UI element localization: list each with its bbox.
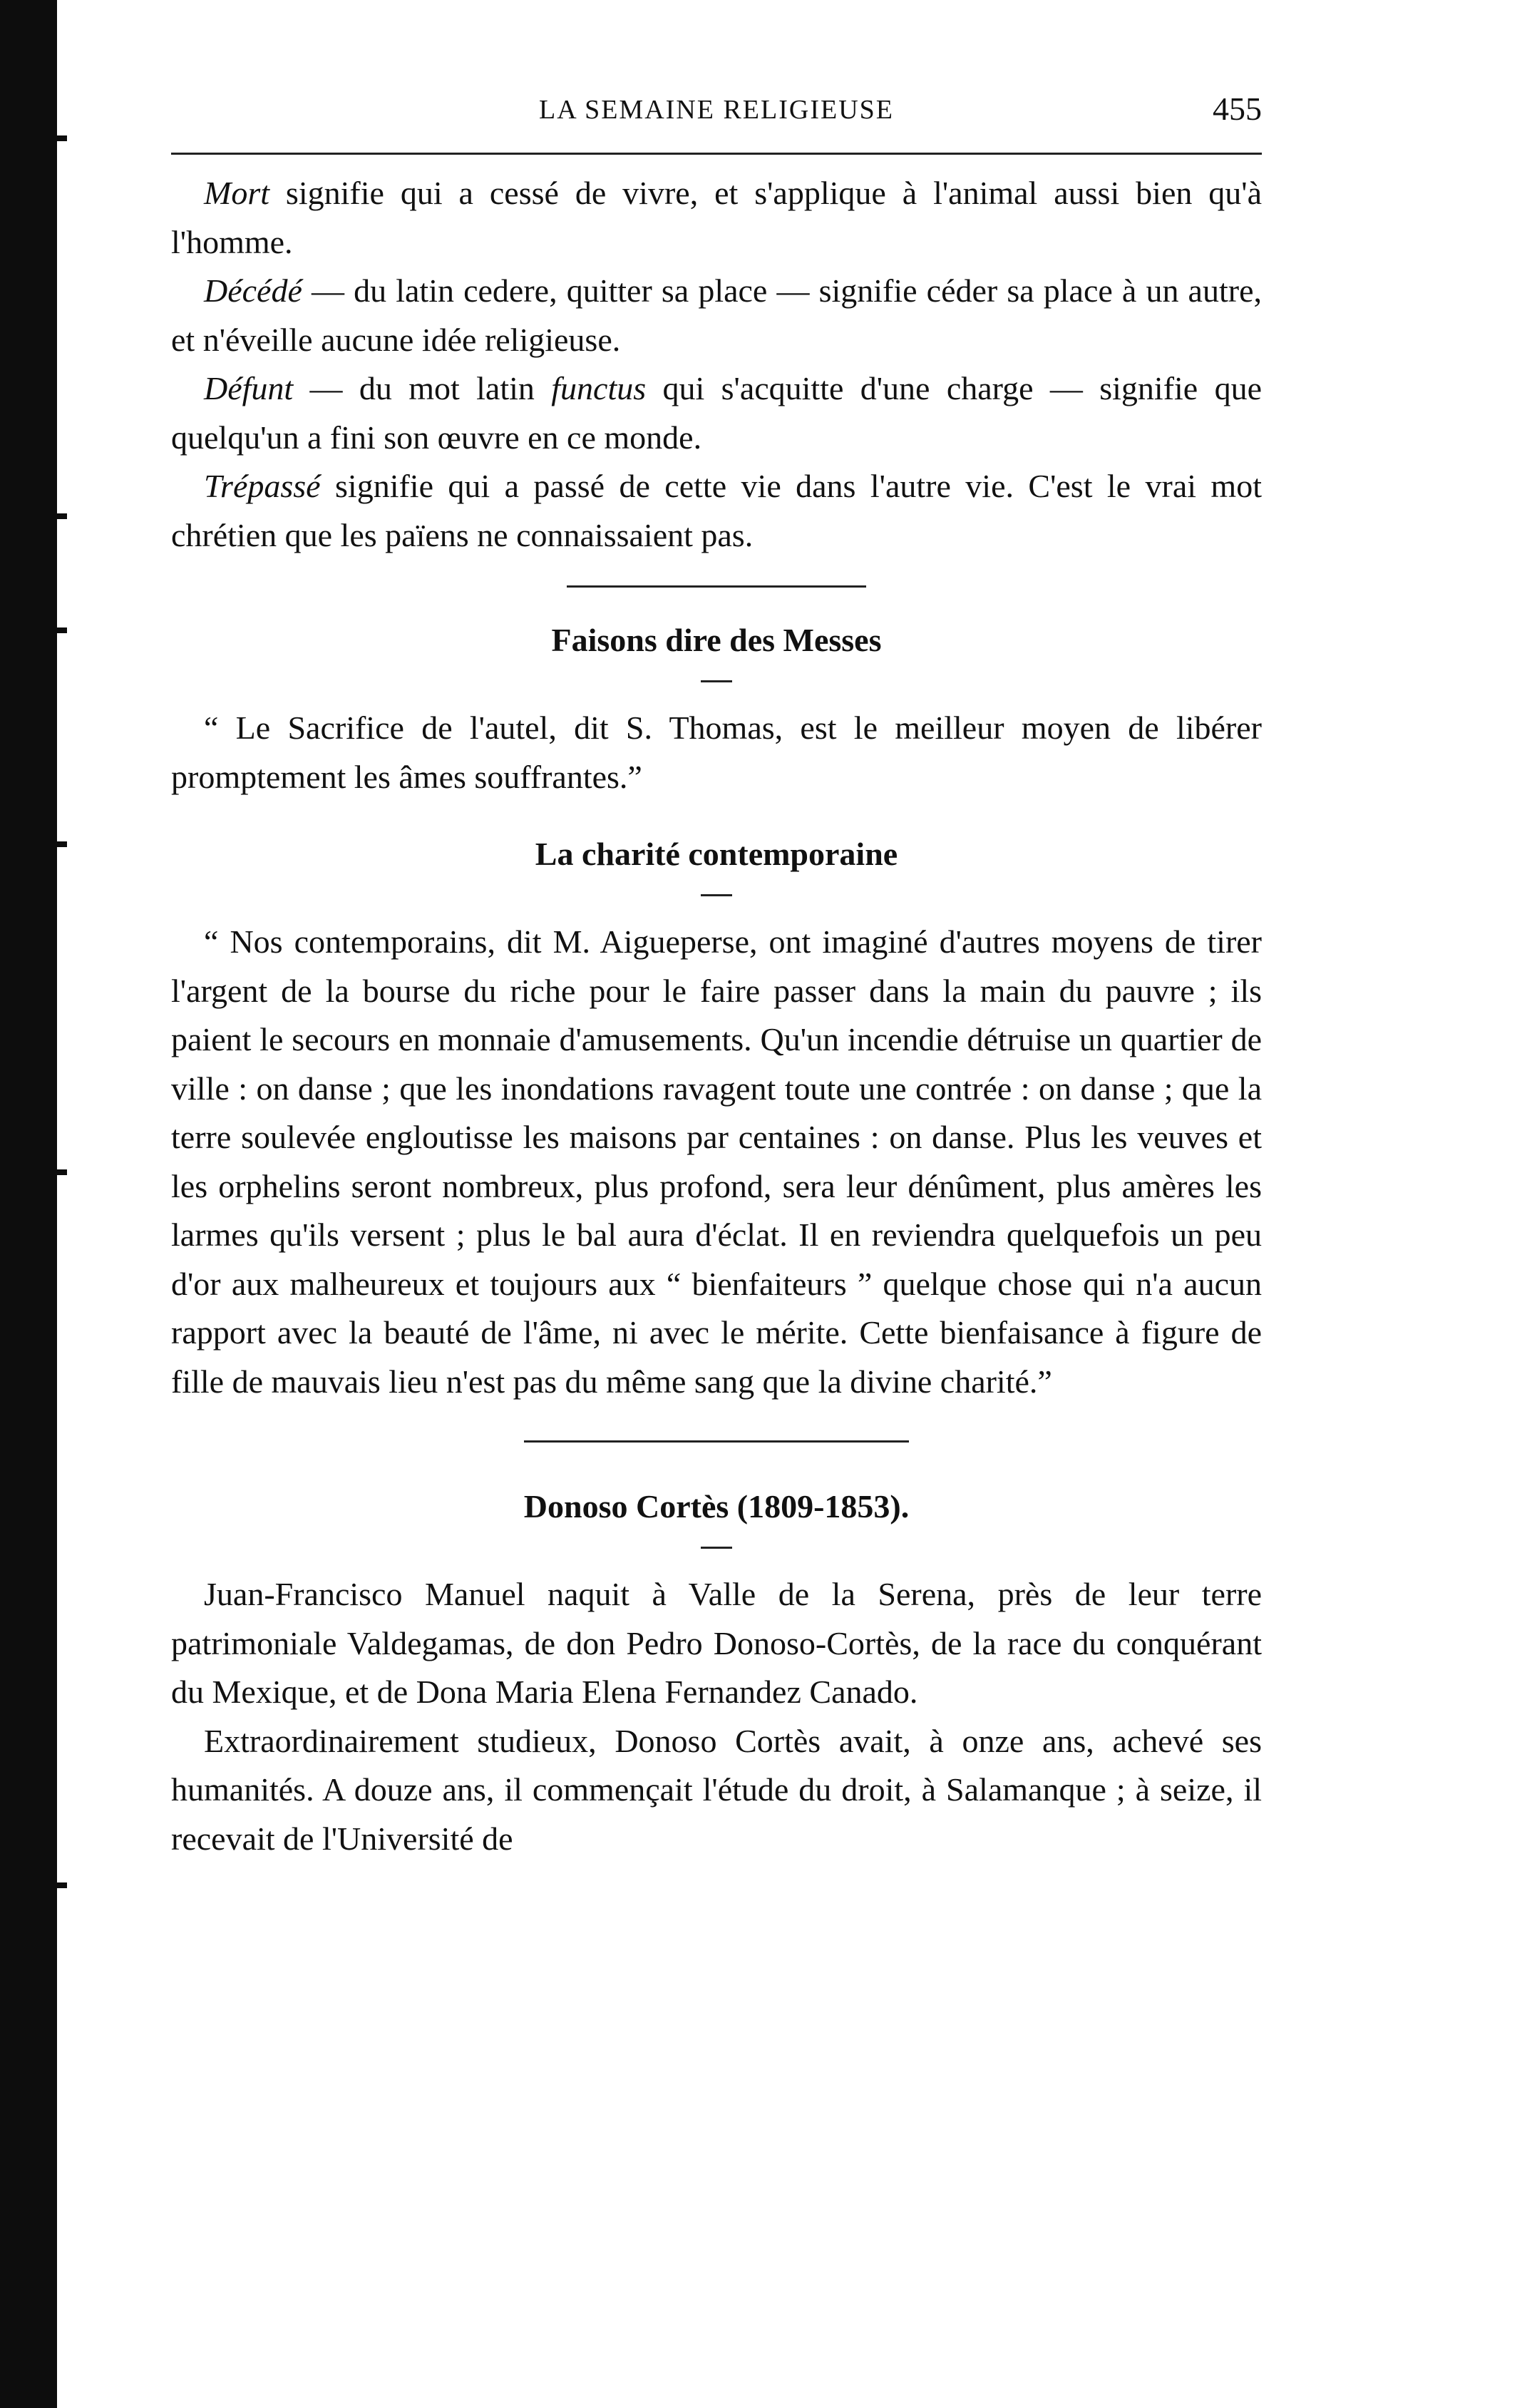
paragraph-charite: “ Nos contemporains, dit M. Aigueperse, ont imaginé d'autres moyens de tirer l'argent de la bourse du riche pour le faire passer dans la main du pauvre ; ils paient le secours en monnaie d'amusements. Qu'un incendie détruise un quartier de ville : on danse ; que les inondations ravagent toute une contrée : on danse ; que la terre soulevée engloutisse les maisons par centaines : on danse. Plus les veuves et les orphelins seront nombreux, plus profond, sera leur dénûment, plus amères les larmes qu'ils versent ; plus le bal aura d'éclat. Il en reviendra quelquefois un peu d'or aux malheureux et toujours aux “ bienfaiteurs ” quelque chose qui n'a aucun rapport avec la beauté de l'âme, ni avec le mérite. Cette bienfaisance à figure de fille de mauvais lieu n'est pas du même sang que la divine charité.” xyxy=(171,923,1262,1400)
page-number: 455 xyxy=(1213,91,1262,127)
title-dash xyxy=(701,894,732,896)
scan-mark xyxy=(57,627,67,633)
term-functus: functus xyxy=(551,370,647,406)
definition-text: signifie qui a passé de cette vie dans l'autre vie. C'est le vrai mot chrétien que les païens ne connaissaient pas. xyxy=(171,468,1262,553)
section-title-donoso: Donoso Cortès (1809-1853). xyxy=(523,1488,910,1525)
section-rule xyxy=(567,585,866,588)
term-decede: Décédé xyxy=(204,272,302,309)
scan-mark xyxy=(57,513,67,519)
term-trepasse: Trépassé xyxy=(204,468,321,504)
title-dash xyxy=(701,1547,732,1549)
section-title-messes: Faisons dire des Messes xyxy=(551,622,882,658)
definition-decede xyxy=(171,267,1262,364)
document-page xyxy=(171,86,1262,1863)
scan-mark xyxy=(57,135,67,141)
paragraph-donoso-1: Juan-Francisco Manuel naquit à Valle de la Serena, près de leur terre patrimoniale Valdegamas, de don Pedro Donoso-Cortès, de la race du conquérant du Mexique, et de Dona Maria Elena Fernandez Canado. xyxy=(171,1576,1262,1710)
scan-border xyxy=(0,0,57,2408)
running-title: LA SEMAINE RELIGIEUSE xyxy=(539,95,894,125)
header-rule xyxy=(171,153,1262,155)
term-mort: Mort xyxy=(204,175,269,211)
definition-trepasse xyxy=(171,462,1262,560)
paragraph-donoso-2: Extraordinairement studieux, Donoso Cortès avait, à onze ans, achevé ses humanités. A douze ans, il commençait l'étude du droit, à Salamanque ; à seize, il recevait de l'Université de xyxy=(171,1722,1262,1857)
scan-mark xyxy=(57,1169,67,1175)
scan-mark xyxy=(57,841,67,847)
section-rule xyxy=(524,1440,909,1443)
definition-text: — du mot latin xyxy=(293,370,552,406)
definition-mort xyxy=(171,169,1262,267)
term-defunt: Défunt xyxy=(204,370,294,406)
definition-text: qui s'acquitte d'une charge — signifie que quelqu'un a fini son œuvre en ce monde. xyxy=(171,370,1262,456)
definition-defunt xyxy=(171,364,1262,462)
running-head xyxy=(171,86,1262,135)
title-dash xyxy=(701,680,732,682)
definition-text: — du latin cedere, quitter sa place — signifie céder sa place à un autre, et n'éveille aucune idée religieuse. xyxy=(171,272,1262,358)
paragraph-messes: “ Le Sacrifice de l'autel, dit S. Thomas, est le meilleur moyen de libérer promptement les âmes souffrantes.” xyxy=(171,709,1262,795)
definition-text: signifie qui a cessé de vivre, et s'applique à l'animal aussi bien qu'à l'homme. xyxy=(171,175,1262,260)
section-title-charite: La charité contemporaine xyxy=(535,836,898,872)
scan-mark xyxy=(57,1882,67,1888)
